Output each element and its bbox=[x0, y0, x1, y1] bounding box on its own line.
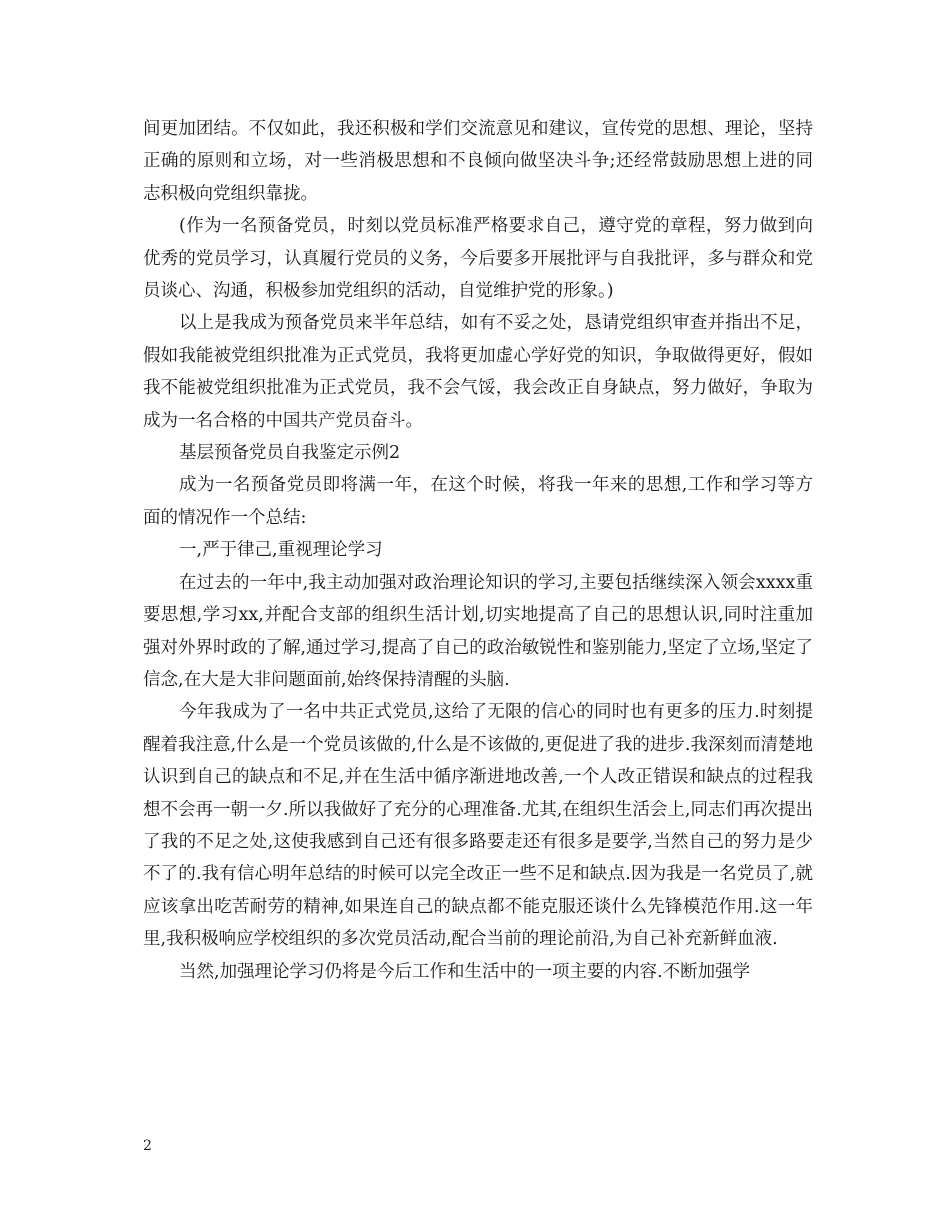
paragraph-continuation: 间更加团结。不仅如此，我还积极和学们交流意见和建议，宣传党的思想、理论，坚持正确的原则和立场，对一些消极思想和不良倾向做坚决斗争;还经常鼓励思想上进的同志积极向党组织靠拢。 bbox=[143, 119, 813, 204]
subheading-theory-study: 一,严于律己,重视理论学习 bbox=[179, 540, 383, 561]
paragraph-half-year-summary: 以上是我成为预备党员来半年总结，如有不妥之处，恳请党组织审查并指出不足，假如我能被党组织批准为正式党员，我将更加虚心学好党的知识，争取做得更好，假如我不能被党组织批准为正式党员，我不会气馁，我会改正自身缺点，努力做好，争取为成为一名合格的中国共产党员奋斗。 bbox=[143, 313, 813, 431]
paragraph-continued-study: 当然,加强理论学习仍将是今后工作和生活中的一项主要的内容.不断加强学 bbox=[179, 961, 751, 982]
paragraph-theory-study: 在过去的一年中,我主动加强对政治理论知识的学习,主要包括继续深入领会xxxx重要思想,学习xx,并配合支部的组织生活计划,切实地提高了自己的思想认识,同时注重加强对外界时政的了解,通过学习,提高了自己的政治敏锐性和鉴别能力,坚定了立场,坚定了信念,在大是大非问题面前,始终保持清醒的头脑. bbox=[143, 572, 813, 690]
paragraph-formal-member: 今年我成为了一名中共正式党员,这给了无限的信心的同时也有更多的压力.时刻提醒着我注意,什么是一个党员该做的,什么是不该做的,更促进了我的进步.我深刻而清楚地认识到自己的缺点和不足,并在生活中循序渐进地改善,一个人改正错误和缺点的过程我想不会再一朝一夕.所以我做好了充分的心理准备.尤其,在组织生活会上,同志们再次提出了我的不足之处,这使我感到自己还有很多路要走还有很多是要学,当然自己的努力是少不了的.我有信心明年总结的时候可以完全改正一些不足和缺点.因为我是一名党员了,就应该拿出吃苦耐劳的精神,如果连自己的缺点都不能克服还谈什么先锋模范作用.这一年里,我积极响应学校组织的多次党员活动,配合当前的理论前沿,为自己补充新鲜血液. bbox=[143, 702, 813, 950]
paragraph-intro: 成为一名预备党员即将满一年，在这个时候，将我一年来的思想,工作和学习等方面的情况作一个总结: bbox=[143, 475, 813, 528]
paragraph-probationary-duty: (作为一名预备党员，时刻以党员标准严格要求自己，遵守党的章程，努力做到向优秀的党员学习，认真履行党员的义务，今后要多开展批评与自我批评，多与群众和党员谈心、沟通，积极参加党组织的活动，自觉维护党的形象。) bbox=[143, 216, 813, 302]
page-number: 2 bbox=[143, 1138, 152, 1154]
document-body bbox=[143, 113, 813, 988]
section-title-example-2: 基层预备党员自我鉴定示例2 bbox=[179, 443, 401, 464]
